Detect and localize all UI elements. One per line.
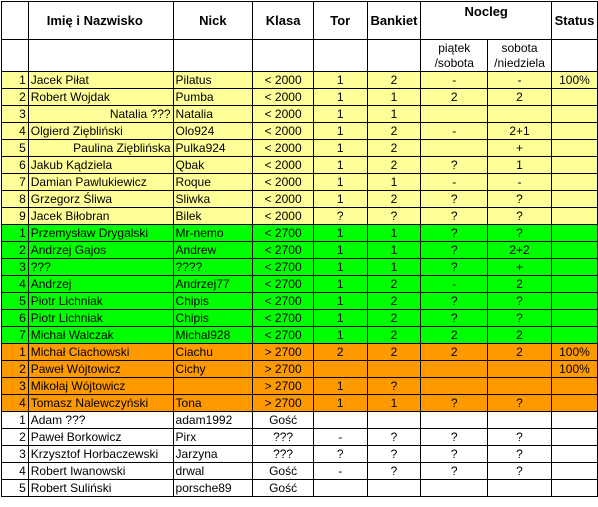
cell-status[interactable]: 100% xyxy=(551,361,597,378)
cell-nocleg-piatek[interactable]: ? xyxy=(421,310,488,327)
cell-nick[interactable]: porsche89 xyxy=(173,480,253,497)
cell-nocleg-sobota[interactable]: ? xyxy=(488,463,552,480)
cell-nick[interactable]: Qbak xyxy=(173,157,253,174)
cell-klasa[interactable]: < 2000 xyxy=(253,174,314,191)
cell-klasa[interactable]: < 2000 xyxy=(253,106,314,123)
cell-bankiet[interactable]: 2 xyxy=(367,276,421,293)
cell-status[interactable] xyxy=(551,463,597,480)
subheader-blank[interactable] xyxy=(253,40,314,72)
cell-status[interactable] xyxy=(551,140,597,157)
cell-nocleg-sobota[interactable] xyxy=(488,106,552,123)
cell-klasa[interactable]: < 2000 xyxy=(253,89,314,106)
cell-nocleg-piatek[interactable]: ? xyxy=(421,208,488,225)
cell-number[interactable]: 8 xyxy=(2,191,29,208)
cell-nick[interactable]: Ciachu xyxy=(173,344,253,361)
cell-klasa[interactable]: < 2700 xyxy=(253,276,314,293)
cell-status[interactable] xyxy=(551,446,597,463)
cell-name[interactable]: Krzysztof Horbaczewski xyxy=(28,446,173,463)
cell-klasa[interactable]: Gość xyxy=(253,463,314,480)
cell-tor[interactable]: - xyxy=(313,463,367,480)
cell-nocleg-piatek[interactable]: 2 xyxy=(421,327,488,344)
cell-klasa[interactable]: < 2000 xyxy=(253,140,314,157)
cell-number[interactable]: 3 xyxy=(2,259,29,276)
cell-nocleg-piatek[interactable]: ? xyxy=(421,463,488,480)
cell-nick[interactable]: Cichy xyxy=(173,361,253,378)
cell-nocleg-piatek[interactable]: - xyxy=(421,174,488,191)
cell-tor[interactable]: ? xyxy=(313,208,367,225)
cell-number[interactable]: 1 xyxy=(2,72,29,89)
cell-bankiet[interactable]: 2 xyxy=(367,191,421,208)
cell-number[interactable]: 2 xyxy=(2,89,29,106)
table-row xyxy=(2,157,598,174)
cell-name[interactable]: Piotr Lichniak xyxy=(28,310,173,327)
table-row xyxy=(2,191,598,208)
table-row xyxy=(2,446,598,463)
cell-nick[interactable]: Chipis xyxy=(173,293,253,310)
cell-name[interactable]: Grzegorz Śliwa xyxy=(28,191,173,208)
cell-bankiet[interactable] xyxy=(367,412,421,429)
header-nocleg[interactable]: Nocleg xyxy=(421,2,552,40)
cell-bankiet[interactable]: 1 xyxy=(367,225,421,242)
cell-nocleg-piatek[interactable]: ? xyxy=(421,157,488,174)
cell-number[interactable]: 5 xyxy=(2,140,29,157)
cell-tor[interactable]: 1 xyxy=(313,378,367,395)
cell-nocleg-sobota[interactable]: 2+1 xyxy=(488,123,552,140)
cell-bankiet[interactable]: 1 xyxy=(367,259,421,276)
cell-status[interactable] xyxy=(551,225,597,242)
header-tor[interactable]: Tor xyxy=(313,2,367,40)
cell-tor[interactable]: 1 xyxy=(313,259,367,276)
cell-nick[interactable]: Jarzyna xyxy=(173,446,253,463)
subheader-blank[interactable] xyxy=(2,40,29,72)
header-name[interactable]: Imię i Nazwisko xyxy=(28,2,173,40)
cell-number[interactable]: 1 xyxy=(2,412,29,429)
cell-number[interactable]: 4 xyxy=(2,123,29,140)
cell-name[interactable]: Mikołaj Wójtowicz xyxy=(28,378,173,395)
table-row xyxy=(2,327,598,344)
cell-nocleg-piatek[interactable] xyxy=(421,480,488,497)
cell-number[interactable]: 5 xyxy=(2,293,29,310)
cell-name[interactable]: Paweł Borkowicz xyxy=(28,429,173,446)
cell-bankiet[interactable] xyxy=(367,480,421,497)
table-row xyxy=(2,395,598,412)
cell-bankiet[interactable]: 2 xyxy=(367,344,421,361)
cell-status[interactable] xyxy=(551,395,597,412)
cell-bankiet[interactable]: 1 xyxy=(367,106,421,123)
cell-bankiet[interactable]: ? xyxy=(367,378,421,395)
cell-bankiet[interactable]: 2 xyxy=(367,327,421,344)
cell-nick[interactable]: Chipis xyxy=(173,310,253,327)
cell-nick[interactable]: Pirx xyxy=(173,429,253,446)
cell-number[interactable]: 9 xyxy=(2,208,29,225)
cell-bankiet[interactable]: 2 xyxy=(367,72,421,89)
cell-number[interactable]: 1 xyxy=(2,225,29,242)
cell-bankiet[interactable]: ? xyxy=(367,463,421,480)
cell-klasa[interactable]: > 2700 xyxy=(253,378,314,395)
cell-number[interactable]: 3 xyxy=(2,446,29,463)
cell-klasa[interactable]: > 2700 xyxy=(253,344,314,361)
table-row xyxy=(2,225,598,242)
cell-name[interactable]: Jacek Biłobran xyxy=(28,208,173,225)
table-row xyxy=(2,123,598,140)
cell-klasa[interactable]: < 2700 xyxy=(253,310,314,327)
cell-klasa[interactable]: < 2000 xyxy=(253,123,314,140)
table-row xyxy=(2,140,598,157)
cell-nocleg-sobota[interactable]: ? xyxy=(488,293,552,310)
cell-name[interactable]: Natalia ??? xyxy=(28,106,173,123)
cell-klasa[interactable]: < 2700 xyxy=(253,242,314,259)
cell-klasa[interactable]: < 2000 xyxy=(253,191,314,208)
cell-name[interactable]: Przemysław Drygalski xyxy=(28,225,173,242)
header-nocleg-sobota[interactable]: sobota /niedziela xyxy=(488,40,552,72)
cell-name[interactable]: Jakub Kądziela xyxy=(28,157,173,174)
cell-nick[interactable]: Bilek xyxy=(173,208,253,225)
cell-bankiet[interactable]: 1 xyxy=(367,174,421,191)
cell-status[interactable] xyxy=(551,412,597,429)
header-klasa[interactable]: Klasa xyxy=(253,2,314,40)
cell-bankiet[interactable]: ? xyxy=(367,208,421,225)
table-row xyxy=(2,174,598,191)
cell-status[interactable] xyxy=(551,327,597,344)
cell-number[interactable]: 4 xyxy=(2,463,29,480)
table-row xyxy=(2,361,598,378)
subheader-blank[interactable] xyxy=(551,40,597,72)
table-row xyxy=(2,310,598,327)
cell-tor[interactable]: 1 xyxy=(313,191,367,208)
cell-nocleg-sobota[interactable] xyxy=(488,361,552,378)
cell-nocleg-sobota[interactable]: - xyxy=(488,174,552,191)
subheader-blank[interactable] xyxy=(367,40,421,72)
cell-nocleg-piatek[interactable]: ? xyxy=(421,225,488,242)
cell-nocleg-piatek[interactable]: - xyxy=(421,72,488,89)
cell-nocleg-sobota[interactable]: 2 xyxy=(488,327,552,344)
cell-number[interactable]: 7 xyxy=(2,174,29,191)
cell-status[interactable] xyxy=(551,242,597,259)
cell-nocleg-piatek[interactable] xyxy=(421,412,488,429)
cell-nocleg-sobota[interactable]: ? xyxy=(488,225,552,242)
table-row xyxy=(2,463,598,480)
table-row xyxy=(2,208,598,225)
cell-tor[interactable]: 1 xyxy=(313,293,367,310)
cell-tor[interactable]: ? xyxy=(313,446,367,463)
cell-bankiet[interactable]: 1 xyxy=(367,89,421,106)
cell-tor[interactable]: 1 xyxy=(313,327,367,344)
cell-nick[interactable]: Sliwka xyxy=(173,191,253,208)
cell-klasa[interactable]: < 2700 xyxy=(253,327,314,344)
cell-klasa[interactable]: < 2700 xyxy=(253,293,314,310)
cell-nocleg-sobota[interactable]: ? xyxy=(488,395,552,412)
cell-name[interactable]: Adam ??? xyxy=(28,412,173,429)
cell-klasa[interactable]: Gość xyxy=(253,480,314,497)
cell-number[interactable]: 1 xyxy=(2,344,29,361)
cell-nocleg-piatek[interactable]: ? xyxy=(421,293,488,310)
table-row xyxy=(2,429,598,446)
cell-tor[interactable]: 1 xyxy=(313,140,367,157)
subheader-blank[interactable] xyxy=(28,40,173,72)
cell-number[interactable]: 4 xyxy=(2,276,29,293)
table-row xyxy=(2,106,598,123)
cell-status[interactable] xyxy=(551,191,597,208)
cell-tor[interactable] xyxy=(313,361,367,378)
cell-nocleg-sobota[interactable]: 2 xyxy=(488,344,552,361)
cell-bankiet[interactable]: ? xyxy=(367,429,421,446)
cell-nocleg-piatek[interactable]: - xyxy=(421,276,488,293)
participants-table xyxy=(1,1,598,497)
cell-nocleg-sobota[interactable]: + xyxy=(488,140,552,157)
cell-klasa[interactable]: ??? xyxy=(253,446,314,463)
header-nocleg-piatek[interactable]: piątek /sobota xyxy=(421,40,488,72)
cell-nick[interactable]: Mr-nemo xyxy=(173,225,253,242)
cell-bankiet[interactable]: ? xyxy=(367,446,421,463)
table-row xyxy=(2,293,598,310)
cell-nocleg-sobota[interactable]: 2+2 xyxy=(488,242,552,259)
cell-tor[interactable]: 1 xyxy=(313,106,367,123)
cell-nocleg-sobota[interactable]: ? xyxy=(488,191,552,208)
cell-number[interactable]: 6 xyxy=(2,157,29,174)
cell-number[interactable]: 2 xyxy=(2,361,29,378)
cell-nick[interactable]: Pumba xyxy=(173,89,253,106)
table-body xyxy=(2,72,598,497)
corner-cell[interactable] xyxy=(2,2,29,40)
cell-nocleg-piatek[interactable] xyxy=(421,140,488,157)
cell-nick[interactable]: Roque xyxy=(173,174,253,191)
table-row xyxy=(2,89,598,106)
cell-tor[interactable]: 1 xyxy=(313,123,367,140)
cell-status[interactable] xyxy=(551,480,597,497)
cell-status[interactable] xyxy=(551,106,597,123)
cell-nocleg-sobota[interactable]: ? xyxy=(488,310,552,327)
cell-nick[interactable]: Pilatus xyxy=(173,72,253,89)
cell-name[interactable]: Michał Ciachowski xyxy=(28,344,173,361)
cell-number[interactable]: 5 xyxy=(2,480,29,497)
cell-tor[interactable]: 1 xyxy=(313,276,367,293)
cell-bankiet[interactable]: 2 xyxy=(367,293,421,310)
cell-name[interactable]: Michał Walczak xyxy=(28,327,173,344)
cell-nocleg-sobota[interactable]: ? xyxy=(488,446,552,463)
cell-number[interactable]: 2 xyxy=(2,242,29,259)
cell-nocleg-sobota[interactable]: 1 xyxy=(488,157,552,174)
cell-nocleg-sobota[interactable]: ? xyxy=(488,208,552,225)
cell-nocleg-piatek[interactable] xyxy=(421,361,488,378)
cell-bankiet[interactable]: 2 xyxy=(367,123,421,140)
cell-nocleg-piatek[interactable]: ? xyxy=(421,242,488,259)
cell-tor[interactable]: 1 xyxy=(313,395,367,412)
cell-tor[interactable]: 1 xyxy=(313,157,367,174)
cell-klasa[interactable]: < 2700 xyxy=(253,259,314,276)
cell-bankiet[interactable]: 2 xyxy=(367,310,421,327)
cell-nocleg-piatek[interactable] xyxy=(421,106,488,123)
cell-status[interactable] xyxy=(551,259,597,276)
cell-bankiet[interactable]: 1 xyxy=(367,242,421,259)
cell-status[interactable] xyxy=(551,310,597,327)
cell-nocleg-piatek[interactable]: ? xyxy=(421,191,488,208)
cell-name[interactable]: Olgierd Ziębliński xyxy=(28,123,173,140)
header-bankiet[interactable]: Bankiet xyxy=(367,2,421,40)
cell-status[interactable] xyxy=(551,157,597,174)
cell-tor[interactable]: 1 xyxy=(313,225,367,242)
cell-status[interactable] xyxy=(551,89,597,106)
cell-klasa[interactable]: < 2000 xyxy=(253,157,314,174)
cell-klasa[interactable]: > 2700 xyxy=(253,395,314,412)
cell-status[interactable] xyxy=(551,123,597,140)
cell-nocleg-sobota[interactable] xyxy=(488,480,552,497)
cell-name[interactable]: Andrzej Gajos xyxy=(28,242,173,259)
cell-klasa[interactable]: Gość xyxy=(253,412,314,429)
cell-status[interactable] xyxy=(551,378,597,395)
cell-status[interactable] xyxy=(551,293,597,310)
table-row xyxy=(2,72,598,89)
cell-name[interactable]: Robert Iwanowski xyxy=(28,463,173,480)
cell-nocleg-sobota[interactable] xyxy=(488,412,552,429)
cell-name[interactable]: Tomasz Nalewczyński xyxy=(28,395,173,412)
cell-nocleg-sobota[interactable]: ? xyxy=(488,429,552,446)
cell-name[interactable]: Jacek Piłat xyxy=(28,72,173,89)
cell-nocleg-piatek[interactable] xyxy=(421,378,488,395)
cell-nocleg-sobota[interactable]: - xyxy=(488,72,552,89)
cell-status[interactable] xyxy=(551,174,597,191)
cell-klasa[interactable]: < 2000 xyxy=(253,208,314,225)
cell-bankiet[interactable] xyxy=(367,361,421,378)
cell-number[interactable]: 3 xyxy=(2,378,29,395)
cell-name[interactable]: Piotr Lichniak xyxy=(28,293,173,310)
cell-bankiet[interactable]: 1 xyxy=(367,395,421,412)
cell-nick[interactable]: Natalia xyxy=(173,106,253,123)
cell-status[interactable]: 100% xyxy=(551,344,597,361)
cell-tor[interactable]: 2 xyxy=(313,344,367,361)
cell-nick[interactable] xyxy=(173,378,253,395)
cell-nick[interactable]: ???? xyxy=(173,259,253,276)
cell-name[interactable]: Robert Wojdak xyxy=(28,89,173,106)
cell-nick[interactable]: drwal xyxy=(173,463,253,480)
cell-name[interactable]: Paweł Wójtowicz xyxy=(28,361,173,378)
cell-name[interactable]: Damian Pawlukiewicz xyxy=(28,174,173,191)
cell-tor[interactable]: 1 xyxy=(313,72,367,89)
table-row xyxy=(2,480,598,497)
cell-nick[interactable]: Pulka924 xyxy=(173,140,253,157)
cell-name[interactable]: Paulina Zięblińska xyxy=(28,140,173,157)
cell-nocleg-piatek[interactable]: ? xyxy=(421,429,488,446)
table-row xyxy=(2,259,598,276)
cell-nocleg-piatek[interactable]: ? xyxy=(421,259,488,276)
cell-number[interactable]: 3 xyxy=(2,106,29,123)
cell-nocleg-sobota[interactable]: + xyxy=(488,259,552,276)
cell-klasa[interactable]: < 2700 xyxy=(253,225,314,242)
cell-nocleg-sobota[interactable]: 2 xyxy=(488,89,552,106)
cell-klasa[interactable]: < 2000 xyxy=(253,72,314,89)
header-status[interactable]: Status xyxy=(551,2,597,40)
cell-nocleg-piatek[interactable]: 2 xyxy=(421,344,488,361)
subheader-blank[interactable] xyxy=(173,40,253,72)
cell-nocleg-piatek[interactable]: ? xyxy=(421,446,488,463)
table-row xyxy=(2,378,598,395)
cell-tor[interactable]: 1 xyxy=(313,174,367,191)
cell-status[interactable] xyxy=(551,208,597,225)
cell-nick[interactable]: Michal928 xyxy=(173,327,253,344)
cell-bankiet[interactable]: 2 xyxy=(367,157,421,174)
table-row xyxy=(2,242,598,259)
cell-tor[interactable] xyxy=(313,412,367,429)
header-nick[interactable]: Nick xyxy=(173,2,253,40)
cell-nocleg-sobota[interactable] xyxy=(488,378,552,395)
cell-status[interactable] xyxy=(551,429,597,446)
cell-nick[interactable]: Andrew xyxy=(173,242,253,259)
cell-number[interactable]: 4 xyxy=(2,395,29,412)
cell-klasa[interactable]: ??? xyxy=(253,429,314,446)
cell-name[interactable]: ??? xyxy=(28,259,173,276)
cell-nick[interactable]: adam1992 xyxy=(173,412,253,429)
cell-tor[interactable]: 1 xyxy=(313,242,367,259)
cell-status[interactable] xyxy=(551,276,597,293)
cell-tor[interactable] xyxy=(313,480,367,497)
table-row xyxy=(2,344,598,361)
cell-nocleg-sobota[interactable]: 2 xyxy=(488,276,552,293)
cell-nick[interactable]: Olo924 xyxy=(173,123,253,140)
cell-status[interactable]: 100% xyxy=(551,72,597,89)
cell-tor[interactable]: 1 xyxy=(313,89,367,106)
subheader-blank[interactable] xyxy=(313,40,367,72)
cell-name[interactable]: Robert Suliński xyxy=(28,480,173,497)
cell-tor[interactable]: - xyxy=(313,429,367,446)
cell-nick[interactable]: Tona xyxy=(173,395,253,412)
cell-nick[interactable]: Andrzej77 xyxy=(173,276,253,293)
cell-number[interactable]: 7 xyxy=(2,327,29,344)
cell-tor[interactable]: 1 xyxy=(313,310,367,327)
cell-nocleg-piatek[interactable]: - xyxy=(421,123,488,140)
cell-bankiet[interactable]: 2 xyxy=(367,140,421,157)
cell-klasa[interactable]: > 2700 xyxy=(253,361,314,378)
cell-number[interactable]: 2 xyxy=(2,429,29,446)
cell-number[interactable]: 6 xyxy=(2,310,29,327)
table-row xyxy=(2,412,598,429)
table-row xyxy=(2,276,598,293)
cell-nocleg-piatek[interactable]: ? xyxy=(421,395,488,412)
cell-name[interactable]: Andrzej xyxy=(28,276,173,293)
cell-nocleg-piatek[interactable]: 2 xyxy=(421,89,488,106)
